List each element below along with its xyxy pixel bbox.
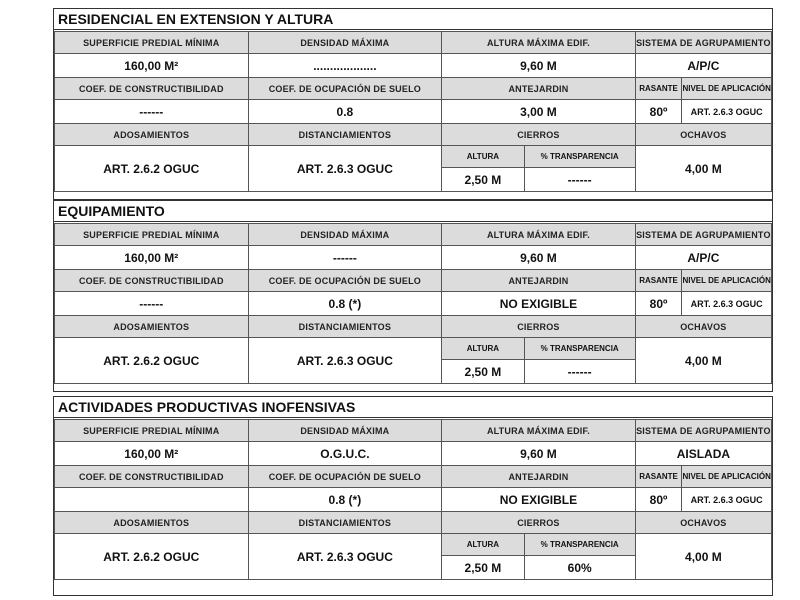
value-cierro-altura: 2,50 M: [442, 360, 524, 384]
value-sistema: A/P/C: [635, 54, 771, 78]
value-coef-constructibilidad: ------: [55, 292, 249, 316]
value-cierro-transparencia: 60%: [524, 556, 635, 580]
value-adosamientos: ART. 2.6.2 OGUC: [55, 338, 249, 384]
header-densidad: DENSIDAD MÁXIMA: [248, 32, 442, 54]
block-title: ACTIVIDADES PRODUCTIVAS INOFENSIVAS: [54, 397, 772, 418]
value-coef-ocupacion: 0.8 (*): [248, 488, 442, 512]
block-title: RESIDENCIAL EN EXTENSION Y ALTURA: [54, 9, 772, 30]
value-antejardin: NO EXIGIBLE: [442, 292, 636, 316]
value-superficie: 160,00 M²: [55, 442, 249, 466]
header-adosamientos: ADOSAMIENTOS: [55, 316, 249, 338]
header-antejardin: ANTEJARDIN: [442, 466, 636, 488]
header-ochavos: OCHAVOS: [635, 124, 771, 146]
header-coef-ocupacion: COEF. DE OCUPACIÓN DE SUELO: [248, 78, 442, 100]
value-cierro-transparencia: ------: [524, 168, 635, 192]
value-distanciamientos: ART. 2.6.3 OGUC: [248, 338, 442, 384]
value-sistema: A/P/C: [635, 246, 771, 270]
value-coef-ocupacion: 0.8 (*): [248, 292, 442, 316]
value-rasante: 80º: [635, 292, 682, 316]
value-adosamientos: ART. 2.6.2 OGUC: [55, 146, 249, 192]
header-cierros: CIERROS: [442, 124, 636, 146]
header-sistema: SISTEMA DE AGRUPAMIENTO: [635, 420, 771, 442]
zoning-table: [54, 419, 772, 580]
block-title: EQUIPAMIENTO: [54, 201, 772, 222]
header-cierro-altura: ALTURA: [442, 146, 524, 168]
value-sistema: AISLADA: [635, 442, 771, 466]
value-rasante: 80º: [635, 488, 682, 512]
header-distanciamientos: DISTANCIAMIENTOS: [248, 124, 442, 146]
header-superficie: SUPERFICIE PREDIAL MÍNIMA: [55, 32, 249, 54]
value-rasante: 80º: [635, 100, 682, 124]
value-adosamientos: ART. 2.6.2 OGUC: [55, 534, 249, 580]
header-coef-constructibilidad: COEF. DE CONSTRUCTIBILIDAD: [55, 78, 249, 100]
header-superficie: SUPERFICIE PREDIAL MÍNIMA: [55, 420, 249, 442]
header-coef-ocupacion: COEF. DE OCUPACIÓN DE SUELO: [248, 466, 442, 488]
header-cierro-altura: ALTURA: [442, 534, 524, 556]
header-densidad: DENSIDAD MÁXIMA: [248, 224, 442, 246]
value-cierro-altura: 2,50 M: [442, 556, 524, 580]
header-altura: ALTURA MÁXIMA EDIF.: [442, 420, 636, 442]
value-nivel-aplicacion: ART. 2.6.3 OGUC: [682, 488, 772, 512]
header-rasante: RASANTE: [635, 270, 682, 292]
value-distanciamientos: ART. 2.6.3 OGUC: [248, 534, 442, 580]
value-ochavos: 4,00 M: [635, 534, 771, 580]
header-rasante: RASANTE: [635, 466, 682, 488]
zoning-block: [53, 396, 773, 596]
header-ochavos: OCHAVOS: [635, 512, 771, 534]
value-antejardin: NO EXIGIBLE: [442, 488, 636, 512]
header-cierros: CIERROS: [442, 512, 636, 534]
value-cierro-altura: 2,50 M: [442, 168, 524, 192]
zoning-block: [53, 8, 773, 200]
header-cierro-altura: ALTURA: [442, 338, 524, 360]
header-altura: ALTURA MÁXIMA EDIF.: [442, 32, 636, 54]
header-adosamientos: ADOSAMIENTOS: [55, 512, 249, 534]
value-ochavos: 4,00 M: [635, 146, 771, 192]
header-distanciamientos: DISTANCIAMIENTOS: [248, 316, 442, 338]
header-nivel-aplicacion: NIVEL DE APLICACIÓN: [682, 270, 772, 292]
header-ochavos: OCHAVOS: [635, 316, 771, 338]
value-densidad: ------: [248, 246, 442, 270]
header-coef-constructibilidad: COEF. DE CONSTRUCTIBILIDAD: [55, 270, 249, 292]
header-coef-constructibilidad: COEF. DE CONSTRUCTIBILIDAD: [55, 466, 249, 488]
header-distanciamientos: DISTANCIAMIENTOS: [248, 512, 442, 534]
header-sistema: SISTEMA DE AGRUPAMIENTO: [635, 32, 771, 54]
header-coef-ocupacion: COEF. DE OCUPACIÓN DE SUELO: [248, 270, 442, 292]
value-densidad: O.G.U.C.: [248, 442, 442, 466]
header-adosamientos: ADOSAMIENTOS: [55, 124, 249, 146]
value-nivel-aplicacion: ART. 2.6.3 OGUC: [682, 100, 772, 124]
value-distanciamientos: ART. 2.6.3 OGUC: [248, 146, 442, 192]
header-nivel-aplicacion: NIVEL DE APLICACIÓN: [682, 78, 772, 100]
header-superficie: SUPERFICIE PREDIAL MÍNIMA: [55, 224, 249, 246]
zoning-table: [54, 31, 772, 192]
header-antejardin: ANTEJARDIN: [442, 78, 636, 100]
header-cierros: CIERROS: [442, 316, 636, 338]
zoning-table: [54, 223, 772, 384]
zoning-document: [53, 8, 775, 598]
value-altura: 9,60 M: [442, 246, 636, 270]
header-cierro-transparencia: % TRANSPARENCIA: [524, 338, 635, 360]
value-superficie: 160,00 M²: [55, 246, 249, 270]
value-antejardin: 3,00 M: [442, 100, 636, 124]
value-coef-constructibilidad: [55, 488, 249, 512]
header-altura: ALTURA MÁXIMA EDIF.: [442, 224, 636, 246]
value-ochavos: 4,00 M: [635, 338, 771, 384]
value-altura: 9,60 M: [442, 442, 636, 466]
zoning-block: [53, 200, 773, 392]
header-antejardin: ANTEJARDIN: [442, 270, 636, 292]
value-coef-constructibilidad: ------: [55, 100, 249, 124]
value-cierro-transparencia: ------: [524, 360, 635, 384]
header-cierro-transparencia: % TRANSPARENCIA: [524, 146, 635, 168]
value-densidad: ...................: [248, 54, 442, 78]
header-rasante: RASANTE: [635, 78, 682, 100]
header-nivel-aplicacion: NIVEL DE APLICACIÓN: [682, 466, 772, 488]
value-altura: 9,60 M: [442, 54, 636, 78]
value-nivel-aplicacion: ART. 2.6.3 OGUC: [682, 292, 772, 316]
header-densidad: DENSIDAD MÁXIMA: [248, 420, 442, 442]
value-superficie: 160,00 M²: [55, 54, 249, 78]
value-coef-ocupacion: 0.8: [248, 100, 442, 124]
header-sistema: SISTEMA DE AGRUPAMIENTO: [635, 224, 771, 246]
header-cierro-transparencia: % TRANSPARENCIA: [524, 534, 635, 556]
